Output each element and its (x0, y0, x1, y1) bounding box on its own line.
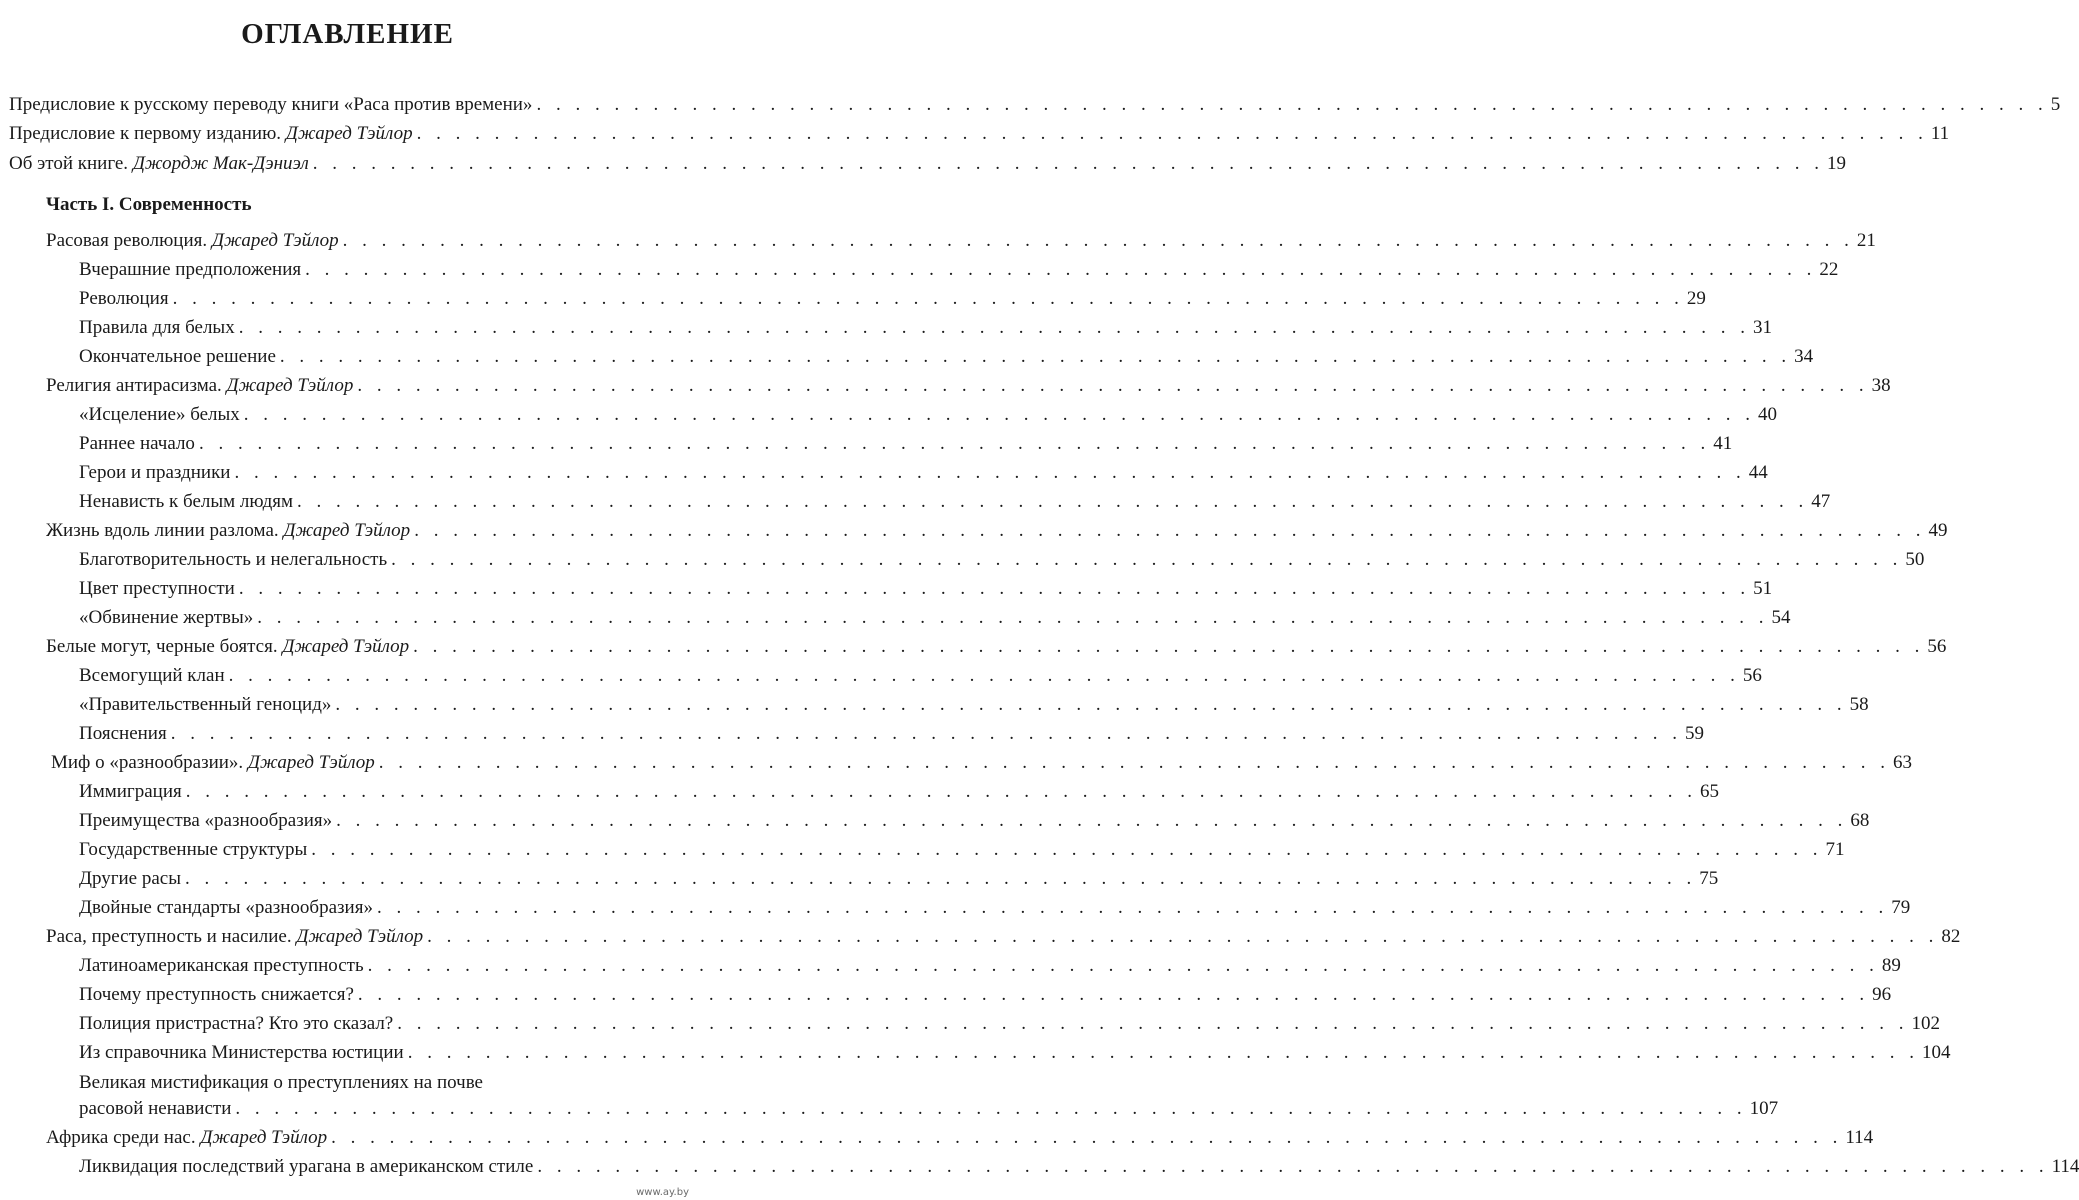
dot-leader: . . . . . . . . . . . . . . . . . . . . . . . . . . . . . . . . . . . . . . . . . . . . . . . . . . . . . . . . . . . . . . . . . . . . . . . . . . . . . . (413, 636, 1925, 657)
page-number: 82 (1941, 926, 1961, 947)
entry-title: Почему преступность снижается? (79, 984, 354, 1005)
entry-title: Раннее начало (79, 433, 195, 454)
toc-subentry (79, 403, 1778, 427)
dot-leader: . . . . . . . . . . . . . . . . . . . . . . . . . . . . . . . . . . . . . . . . . . . . . . . . . . . . . . . . . . . . . . . . . . . . . . . . . . . . . . (305, 259, 1817, 280)
entry-title: Религия антирасизма. Джаред Тэйлор (46, 375, 354, 396)
entry-title: Раса, преступность и насилие. Джаред Тэйлор (46, 926, 424, 947)
dot-leader: . . . . . . . . . . . . . . . . . . . . . . . . . . . . . . . . . . . . . . . . . . . . . . . . . . . . . . . . . . . . . . . . . . . . . . . . . . . . . . (257, 607, 1769, 628)
dot-leader: . . . . . . . . . . . . . . . . . . . . . . . . . . . . . . . . . . . . . . . . . . . . . . . . . . . . . . . . . . . . . . . . . . . . . . . . . . . . . . (427, 926, 1939, 947)
part-heading: Часть I. Современность (46, 194, 252, 215)
page-number: 96 (1872, 984, 1892, 1005)
toc-subentry (79, 345, 1814, 369)
toc-subentry (79, 896, 1911, 920)
dot-leader: . . . . . . . . . . . . . . . . . . . . . . . . . . . . . . . . . . . . . . . . . . . . . . . . . . . . . . . . . . . . . . . . . . . . . . . . . . . . . . (376, 897, 1889, 918)
entry-title: Расовая революция. Джаред Тэйлор (46, 230, 339, 251)
dot-leader: . . . . . . . . . . . . . . . . . . . . . . . . . . . . . . . . . . . . . . . . . . . . . . . . . . . . . . . . . . . . . . . . . . . . . . . . . . . . . . (378, 752, 1890, 773)
page-number: 21 (1856, 230, 1876, 251)
entry-title: «Обвинение жертвы» (79, 607, 254, 628)
entry-title: Об этой книге. Джордж Мак-Дэниэл (9, 153, 309, 174)
toc-entry (46, 1126, 1874, 1150)
entry-title: расовой ненависти (79, 1098, 232, 1119)
page-number: 40 (1758, 404, 1778, 425)
toc-subentry (79, 577, 1773, 601)
page-number: 49 (1928, 520, 1948, 541)
toc-entry (51, 751, 1912, 775)
page-number: 22 (1819, 259, 1839, 280)
toc-subentry (79, 664, 1762, 688)
dot-leader: . . . . . . . . . . . . . . . . . . . . . . . . . . . . . . . . . . . . . . . . . . . . . . . . . . . . . . . . . . . . . . . . . . . . . . . . . . . . . . (311, 839, 1823, 860)
entry-title: Благотворительность и нелегальность (79, 549, 388, 570)
page-number: 56 (1927, 636, 1947, 657)
page-number: 68 (1850, 810, 1870, 831)
page-number: 11 (1930, 123, 1950, 144)
entry-title: Ликвидация последствий урагана в американском стиле (79, 1156, 534, 1177)
entry-title: Из справочника Министерства юстиции (79, 1042, 404, 1063)
page-number: 44 (1748, 462, 1768, 483)
page-number: 58 (1849, 694, 1869, 715)
dot-leader: . . . . . . . . . . . . . . . . . . . . . . . . . . . . . . . . . . . . . . . . . . . . . . . . . . . . . . . . . . . . . . . . . . . . . . . . . . . . . . (407, 1042, 1919, 1063)
dot-leader: . . . . . . . . . . . . . . . . . . . . . . . . . . . . . . . . . . . . . . . . . . . . . . . . . . . . . . . . . . . . . . . . . . . . . . . . . . . . . . (536, 94, 2048, 115)
entry-title: Полиция пристрастна? Кто это сказал? (79, 1013, 394, 1034)
dot-leader: . . . . . . . . . . . . . . . . . . . . . . . . . . . . . . . . . . . . . . . . . . . . . . . . . . . . . . . . . . . . . . . . . . . . . . . . . . . . . . (238, 317, 1750, 338)
dot-leader: . . . . . . . . . . . . . . . . . . . . . . . . . . . . . . . . . . . . . . . . . . . . . . . . . . . . . . . . . . . . . . . . . . . . . . . . . . . . . . (243, 404, 1756, 425)
watermark: www.ay.by (636, 1187, 689, 1198)
entry-title: Государственные структуры (79, 839, 308, 860)
page-number: 79 (1891, 897, 1911, 918)
toc-entry (9, 122, 1950, 146)
page-number: 104 (1921, 1042, 1951, 1063)
toc-subentry (79, 432, 1733, 456)
toc-entry (46, 229, 1876, 253)
toc-subentry (79, 954, 1901, 978)
dot-leader: . . . . . . . . . . . . . . . . . . . . . . . . . . . . . . . . . . . . . . . . . . . . . . . . . . . . . . . . . . . . . . . . . . . . . . . . . . . . . . (235, 1098, 1747, 1119)
entry-title: Преимущества «разнообразия» (79, 810, 333, 831)
dot-leader: . . . . . . . . . . . . . . . . . . . . . . . . . . . . . . . . . . . . . . . . . . . . . . . . . . . . . . . . . . . . . . . . . . . . . . . . . . . . . . (312, 153, 1824, 174)
dot-leader: . . . . . . . . . . . . . . . . . . . . . . . . . . . . . . . . . . . . . . . . . . . . . . . . . . . . . . . . . . . . . . . . . . . . . . . . . . . . . . (297, 491, 1809, 512)
dot-leader: . . . . . . . . . . . . . . . . . . . . . . . . . . . . . . . . . . . . . . . . . . . . . . . . . . . . . . . . . . . . . . . . . . . . . . . . . . . . . . (228, 665, 1740, 686)
entry-title: Белые могут, черные боятся. Джаред Тэйлор (46, 636, 410, 657)
dot-leader: . . . . . . . . . . . . . . . . . . . . . . . . . . . . . . . . . . . . . . . . . . . . . . . . . . . . . . . . . . . . . . . . . . . . . . . . . . . . . . (397, 1013, 1909, 1034)
entry-title: Другие расы (79, 868, 181, 889)
page-number: 89 (1881, 955, 1901, 976)
toc-subentry (79, 548, 1925, 572)
dot-leader: . . . . . . . . . . . . . . . . . . . . . . . . . . . . . . . . . . . . . . . . . . . . . . . . . . . . . . . . . . . . . . . . . . . . . . . . . . . . . . (172, 288, 1684, 309)
page-number: 63 (1892, 752, 1912, 773)
toc-subentry (79, 490, 1831, 514)
entry-title: Миф о «разнообразии». Джаред Тэйлор (51, 752, 375, 773)
toc-entry (46, 374, 1891, 398)
entry-title: Цвет преступности (79, 578, 235, 599)
entry-title: Африка среди нас. Джаред Тэйлор (46, 1127, 328, 1148)
page-number: 56 (1742, 665, 1762, 686)
page-number: 114 (1845, 1127, 1874, 1148)
page-number: 59 (1684, 723, 1704, 744)
wrapped-entry-line: Великая мистификация о преступлениях на почве (79, 1072, 483, 1093)
entry-title: Иммиграция (79, 781, 182, 802)
dot-leader: . . . . . . . . . . . . . . . . . . . . . . . . . . . . . . . . . . . . . . . . . . . . . . . . . . . . . . . . . . . . . . . . . . . . . . . . . . . . . . (170, 723, 1682, 744)
dot-leader: . . . . . . . . . . . . . . . . . . . . . . . . . . . . . . . . . . . . . . . . . . . . . . . . . . . . . . . . . . . . . . . . . . . . . . . . . . . . . . (185, 781, 1697, 802)
toc-subentry (79, 693, 1869, 717)
toc-subentry (79, 867, 1719, 891)
dot-leader: . . . . . . . . . . . . . . . . . . . . . . . . . . . . . . . . . . . . . . . . . . . . . . . . . . . . . . . . . . . . . . . . . . . . . . . . . . . . . . (357, 375, 1869, 396)
dot-leader: . . . . . . . . . . . . . . . . . . . . . . . . . . . . . . . . . . . . . . . . . . . . . . . . . . . . . . . . . . . . . . . . . . . . . . . . . . . . . . (414, 520, 1926, 541)
toc-entry (46, 519, 1948, 543)
entry-title: Пояснения (79, 723, 167, 744)
page-number: 51 (1753, 578, 1773, 599)
dot-leader: . . . . . . . . . . . . . . . . . . . . . . . . . . . . . . . . . . . . . . . . . . . . . . . . . . . . . . . . . . . . . . . . . . . . . . . . . . . . . . (238, 578, 1751, 599)
page-number: 71 (1825, 839, 1845, 860)
toc-subentry (79, 258, 1839, 282)
dot-leader: . . . . . . . . . . . . . . . . . . . . . . . . . . . . . . . . . . . . . . . . . . . . . . . . . . . . . . . . . . . . . . . . . . . . . . . . . . . . . . (331, 1127, 1843, 1148)
dot-leader: . . . . . . . . . . . . . . . . . . . . . . . . . . . . . . . . . . . . . . . . . . . . . . . . . . . . . . . . . . . . . . . . . . . . . . . . . . . . . . (185, 868, 1697, 889)
entry-title: «Правительственный геноцид» (79, 694, 332, 715)
page-number: 102 (1911, 1013, 1940, 1034)
dot-leader: . . . . . . . . . . . . . . . . . . . . . . . . . . . . . . . . . . . . . . . . . . . . . . . . . . . . . . . . . . . . . . . . . . . . . . . . . . . . . . (367, 955, 1879, 976)
toc-subentry (79, 722, 1704, 746)
dot-leader: . . . . . . . . . . . . . . . . . . . . . . . . . . . . . . . . . . . . . . . . . . . . . . . . . . . . . . . . . . . . . . . . . . . . . . . . . . . . . . (279, 346, 1792, 367)
page-number: 41 (1713, 433, 1733, 454)
page-number: 29 (1686, 288, 1706, 309)
dot-leader: . . . . . . . . . . . . . . . . . . . . . . . . . . . . . . . . . . . . . . . . . . . . . . . . . . . . . . . . . . . . . . . . . . . . . . . . . . . . . . (336, 810, 1848, 831)
toc-subentry (79, 1041, 1951, 1065)
page-number: 65 (1700, 781, 1719, 802)
page-title: ОГЛАВЛЕНИЕ (241, 18, 454, 50)
entry-title: Ненависть к белым людям (79, 491, 294, 512)
toc-entry (9, 152, 1846, 176)
toc-entry (46, 925, 1961, 949)
entry-title: Двойные стандарты «разнообразия» (79, 897, 373, 918)
dot-leader: . . . . . . . . . . . . . . . . . . . . . . . . . . . . . . . . . . . . . . . . . . . . . . . . . . . . . . . . . . . . . . . . . . . . . . . . . . . . . . (357, 984, 1870, 1005)
page-number: 114 (2051, 1156, 2079, 1177)
toc-subentry (79, 809, 1870, 833)
entry-title: Жизнь вдоль линии разлома. Джаред Тэйлор (46, 520, 411, 541)
toc-subentry (79, 838, 1845, 862)
entry-title: Предисловие к первому изданию. Джаред Тэйлор (9, 123, 413, 144)
dot-leader: . . . . . . . . . . . . . . . . . . . . . . . . . . . . . . . . . . . . . . . . . . . . . . . . . . . . . . . . . . . . . . . . . . . . . . . . . . . . . . (391, 549, 1903, 570)
toc-entry (9, 93, 2061, 117)
page-number: 54 (1771, 607, 1791, 628)
entry-title: Предисловие к русскому переводу книги «Раса против времени» (9, 94, 533, 115)
toc-subentry (79, 780, 1719, 804)
page-number: 107 (1749, 1098, 1779, 1119)
toc-subentry (79, 606, 1791, 630)
toc-subentry (79, 983, 1892, 1007)
dot-leader: . . . . . . . . . . . . . . . . . . . . . . . . . . . . . . . . . . . . . . . . . . . . . . . . . . . . . . . . . . . . . . . . . . . . . . . . . . . . . . (198, 433, 1711, 454)
toc-subentry (79, 1012, 1940, 1036)
dot-leader: . . . . . . . . . . . . . . . . . . . . . . . . . . . . . . . . . . . . . . . . . . . . . . . . . . . . . . . . . . . . . . . . . . . . . . . . . . . . . . (416, 123, 1928, 144)
page-number: 34 (1794, 346, 1814, 367)
page-number: 38 (1871, 375, 1891, 396)
toc-subentry-continuation (79, 1097, 1779, 1121)
entry-title: Всемогущий клан (79, 665, 225, 686)
toc-subentry (79, 287, 1706, 311)
dot-leader: . . . . . . . . . . . . . . . . . . . . . . . . . . . . . . . . . . . . . . . . . . . . . . . . . . . . . . . . . . . . . . . . . . . . . . . . . . . . . . (234, 462, 1746, 483)
dot-leader: . . . . . . . . . . . . . . . . . . . . . . . . . . . . . . . . . . . . . . . . . . . . . . . . . . . . . . . . . . . . . . . . . . . . . . . . . . . . . . (342, 230, 1854, 251)
entry-title: Герои и праздники (79, 462, 231, 483)
toc-subentry (79, 1155, 2079, 1179)
page-number: 47 (1811, 491, 1831, 512)
entry-title: «Исцеление» белых (79, 404, 240, 425)
page-number: 31 (1752, 317, 1772, 338)
entry-title: Революция (79, 288, 169, 309)
entry-title: Правила для белых (79, 317, 235, 338)
toc-subentry (79, 461, 1768, 485)
entry-title: Латиноамериканская преступность (79, 955, 364, 976)
toc-subentry (79, 316, 1772, 340)
page-number: 50 (1905, 549, 1925, 570)
page-number: 19 (1827, 153, 1846, 174)
dot-leader: . . . . . . . . . . . . . . . . . . . . . . . . . . . . . . . . . . . . . . . . . . . . . . . . . . . . . . . . . . . . . . . . . . . . . . . . . . . . . . (537, 1156, 2049, 1177)
dot-leader: . . . . . . . . . . . . . . . . . . . . . . . . . . . . . . . . . . . . . . . . . . . . . . . . . . . . . . . . . . . . . . . . . . . . . . . . . . . . . . (335, 694, 1847, 715)
page-number: 5 (2050, 94, 2061, 115)
entry-title: Окончательное решение (79, 346, 276, 367)
entry-title: Вчерашние предположения (79, 259, 302, 280)
page-number: 75 (1699, 868, 1719, 889)
toc-entry (46, 635, 1947, 659)
